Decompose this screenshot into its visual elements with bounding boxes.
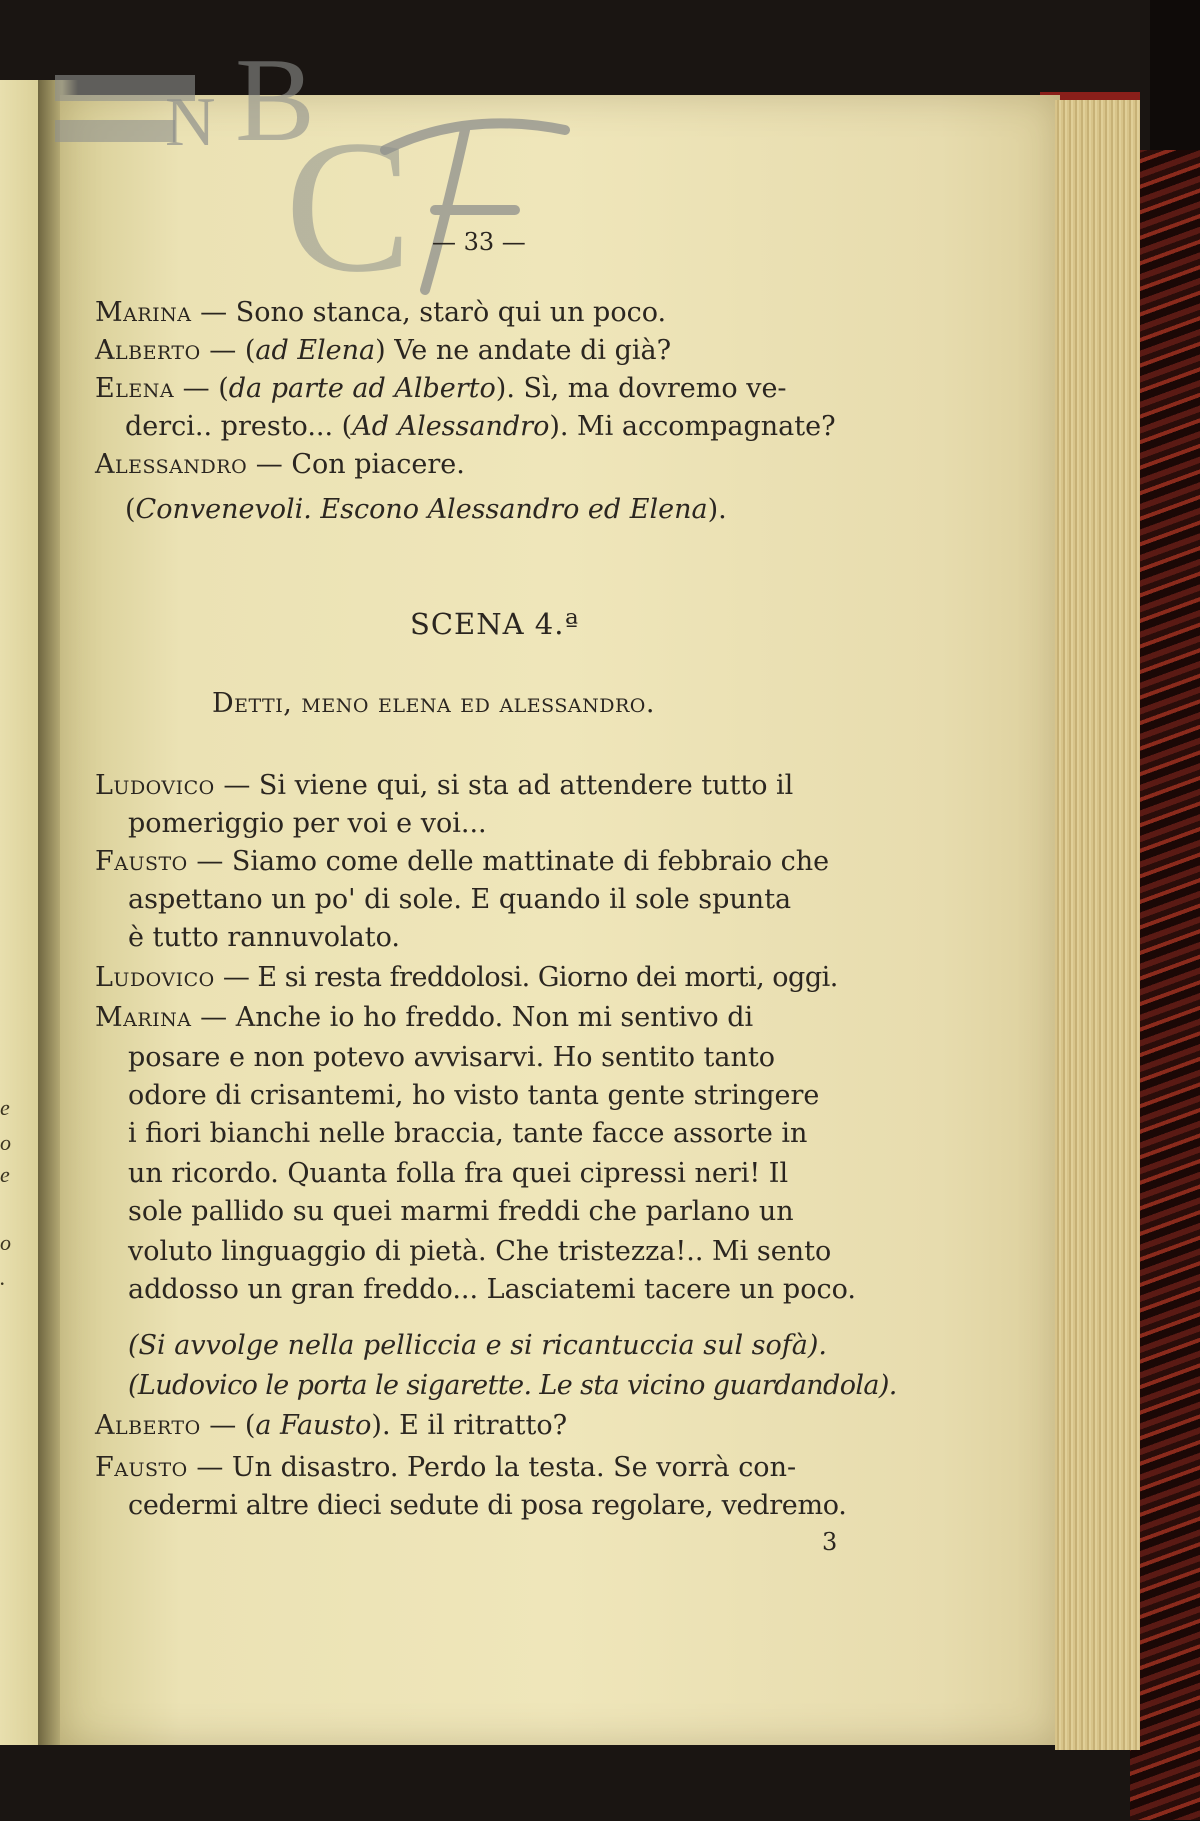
dialogue-line: Alberto — (a Fausto). E il ritratto? bbox=[95, 1410, 568, 1441]
scene-heading: SCENA 4.ª bbox=[410, 607, 580, 641]
dialogue-line: Elena — (da parte ad Alberto). Sì, ma dovremo ve- bbox=[95, 373, 787, 404]
dialogue-line: è tutto rannuvolato. bbox=[128, 922, 400, 953]
svg-text:B: B bbox=[235, 33, 316, 166]
left-page-mark: o bbox=[0, 1230, 11, 1255]
dialogue-line: cedermi altre dieci sedute di posa regolare, vedremo. bbox=[128, 1490, 847, 1521]
marbled-cover-edge bbox=[1130, 150, 1200, 1820]
signature-number: 3 bbox=[822, 1528, 838, 1556]
dialogue-line: i fiori bianchi nelle braccia, tante facce assorte in bbox=[128, 1118, 808, 1149]
scene-characters: Detti, meno elena ed alessandro. bbox=[212, 688, 655, 719]
dialogue-line: Ludovico — Si viene qui, si sta ad attendere tutto il bbox=[95, 770, 794, 801]
left-page-mark: o bbox=[0, 1130, 11, 1155]
left-page-mark: e bbox=[0, 1095, 10, 1120]
dialogue-line: addosso un gran freddo... Lasciatemi tacere un poco. bbox=[128, 1274, 856, 1305]
library-watermark-logo bbox=[45, 20, 605, 300]
stage-direction: (Si avvolge nella pelliccia e si ricantuccia sul sofà). bbox=[128, 1330, 827, 1361]
svg-text:N: N bbox=[165, 84, 216, 161]
dialogue-line: derci.. presto... (Ad Alessandro). Mi accompagnate? bbox=[125, 411, 836, 442]
dialogue-line: odore di crisantemi, ho visto tanta gente stringere bbox=[128, 1080, 820, 1111]
stage-direction: (Ludovico le porta le sigarette. Le sta vicino guardandola). bbox=[128, 1370, 897, 1401]
page-number: — 33 — bbox=[432, 228, 526, 256]
stage-direction: (Convenevoli. Escono Alessandro ed Elena). bbox=[125, 494, 727, 525]
dialogue-line: Marina — Anche io ho freddo. Non mi sentivo di bbox=[95, 1002, 754, 1033]
dialogue-line: aspettano un po' di sole. E quando il sole spunta bbox=[128, 884, 792, 915]
dialogue-line: sole pallido su quei marmi freddi che parlano un bbox=[128, 1196, 794, 1227]
dialogue-line: Marina — Sono stanca, starò qui un poco. bbox=[95, 297, 667, 328]
dialogue-line: Alessandro — Con piacere. bbox=[95, 449, 465, 480]
dialogue-line: un ricordo. Quanta folla fra quei cipressi neri! Il bbox=[128, 1158, 789, 1189]
left-page-mark: e bbox=[0, 1162, 10, 1187]
dialogue-line: Fausto — Siamo come delle mattinate di febbraio che bbox=[95, 846, 830, 877]
left-page-mark: . bbox=[0, 1265, 6, 1290]
dialogue-line: posare e non potevo avvisarvi. Ho sentito tanto bbox=[128, 1042, 775, 1073]
dialogue-line: Fausto — Un disastro. Perdo la testa. Se vorrà con- bbox=[95, 1452, 797, 1483]
dialogue-line: voluto linguaggio di pietà. Che tristezza!.. Mi sento bbox=[128, 1236, 832, 1267]
dialogue-line: Ludovico — E si resta freddolosi. Giorno dei morti, oggi. bbox=[95, 962, 838, 993]
page-fore-edge bbox=[1055, 100, 1140, 1750]
svg-text:C: C bbox=[285, 102, 412, 300]
dialogue-line: Alberto — (ad Elena) Ve ne andate di già? bbox=[95, 335, 672, 366]
dialogue-line: pomeriggio per voi e voi... bbox=[128, 808, 487, 839]
